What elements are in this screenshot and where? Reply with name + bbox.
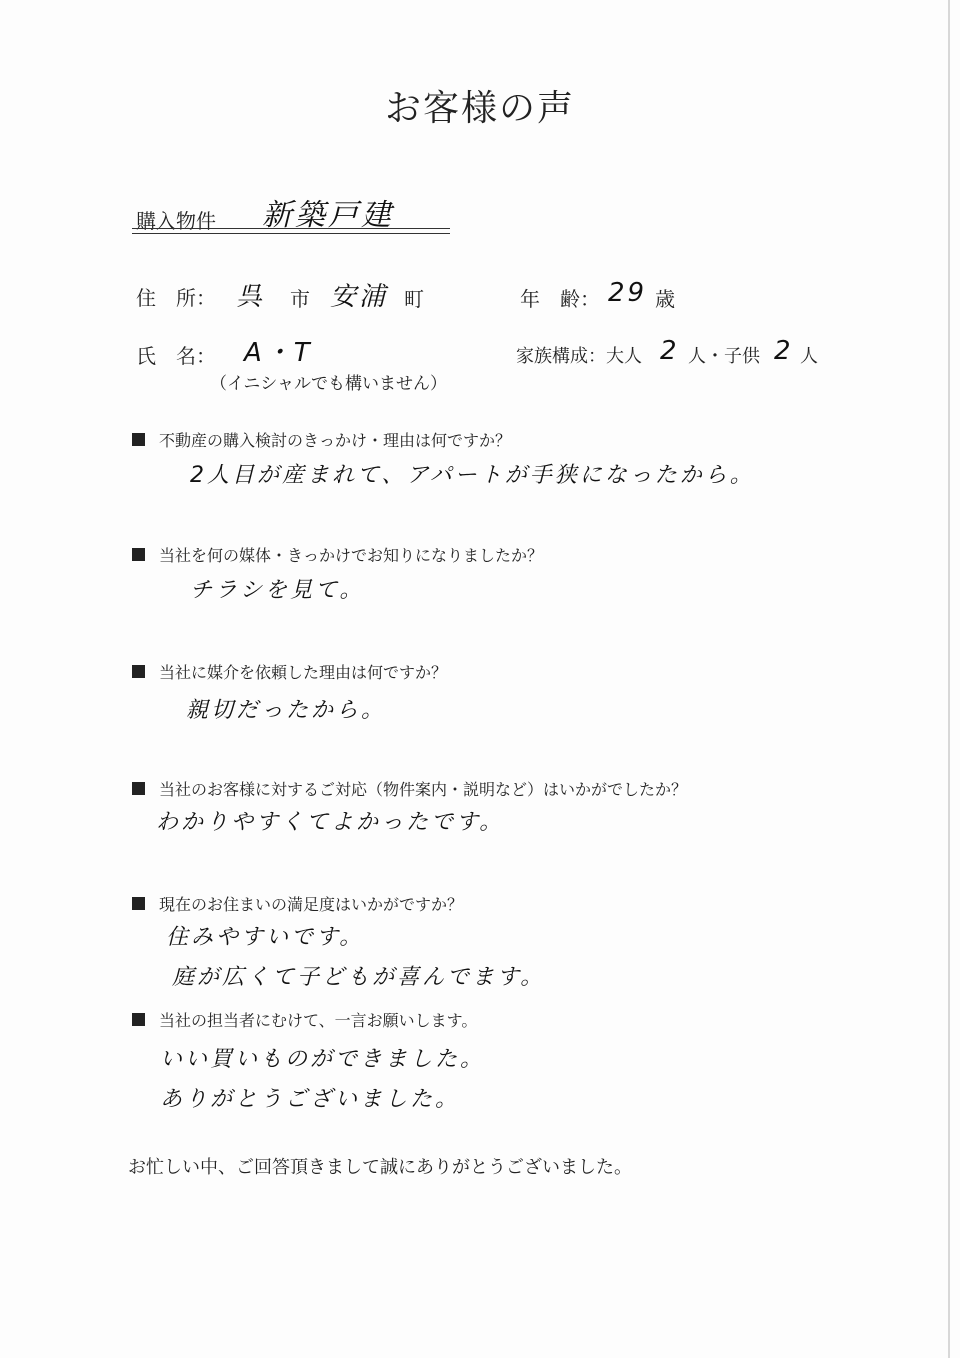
property-value: 新築戸建 — [262, 198, 394, 233]
family-label: 家族構成：大人 — [516, 346, 642, 367]
answer-6-line-2: ありがとうございました。 — [160, 1087, 461, 1112]
square-bullet-icon — [132, 1013, 145, 1026]
name-value: A・T — [244, 338, 313, 368]
answer-6-line-1: いい買いものができました。 — [160, 1047, 486, 1072]
address-city-suffix: 市 — [290, 287, 310, 311]
property-label: 購入物件 — [136, 209, 216, 233]
answer-2-line-1: チラシを見て。 — [190, 578, 365, 603]
name-note: （イニシャルでも構いません） — [210, 374, 447, 394]
age-value: 29 — [608, 278, 648, 308]
question-text: 当社の担当者にむけて、一言お願いします。 — [159, 1011, 478, 1030]
answer-5-line-1: 住みやすいです。 — [166, 925, 365, 950]
square-bullet-icon — [132, 433, 145, 446]
question-text: 当社を何の媒体・きっかけでお知りになりましたか？ — [159, 546, 544, 565]
property-underline-2 — [132, 233, 450, 234]
answer-3-line-1: 親切だったから。 — [186, 698, 387, 723]
family-adults: 2 — [660, 336, 680, 366]
age-suffix: 歳 — [655, 287, 675, 311]
answer-4-line-1: わかりやすくてよかったです。 — [156, 810, 505, 835]
page-title: お客様の声 — [384, 88, 575, 129]
square-bullet-icon — [132, 665, 145, 678]
answer-5-line-2: 庭が広くて子どもが喜んでます。 — [172, 965, 546, 990]
name-label: 氏 名： — [136, 344, 216, 368]
address-town-suffix: 町 — [404, 287, 424, 311]
question-text: 当社のお客様に対するご対応（物件案内・説明など）はいかがでしたか？ — [159, 780, 688, 799]
square-bullet-icon — [132, 782, 145, 795]
question-1 — [132, 428, 511, 451]
question-5 — [132, 892, 463, 915]
family-children: 2 — [774, 336, 794, 366]
square-bullet-icon — [132, 548, 145, 561]
scan-edge — [948, 0, 950, 1358]
family-mid: 人・子供 — [688, 346, 760, 367]
closing-message: お忙しい中、ご回答頂きまして誠にありがとうございました。 — [128, 1157, 632, 1178]
question-3 — [132, 660, 447, 683]
question-text: 当社に媒介を依頼した理由は何ですか？ — [159, 663, 448, 682]
age-label: 年 齢： — [520, 287, 600, 311]
address-label: 住 所： — [136, 286, 216, 310]
question-6 — [132, 1008, 477, 1031]
square-bullet-icon — [132, 897, 145, 910]
question-4 — [132, 777, 687, 800]
address-city: 呉 — [236, 282, 266, 312]
answer-1-line-1: 2人目が産まれて、アパートが手狭になったから。 — [190, 463, 755, 488]
question-text: 不動産の購入検討のきっかけ・理由は何ですか？ — [159, 431, 512, 450]
question-text: 現在のお住まいの満足度はいかがですか？ — [159, 895, 464, 914]
question-2 — [132, 543, 543, 566]
family-suffix: 人 — [800, 346, 818, 367]
property-underline — [132, 228, 450, 229]
address-town: 安浦 — [330, 282, 389, 312]
